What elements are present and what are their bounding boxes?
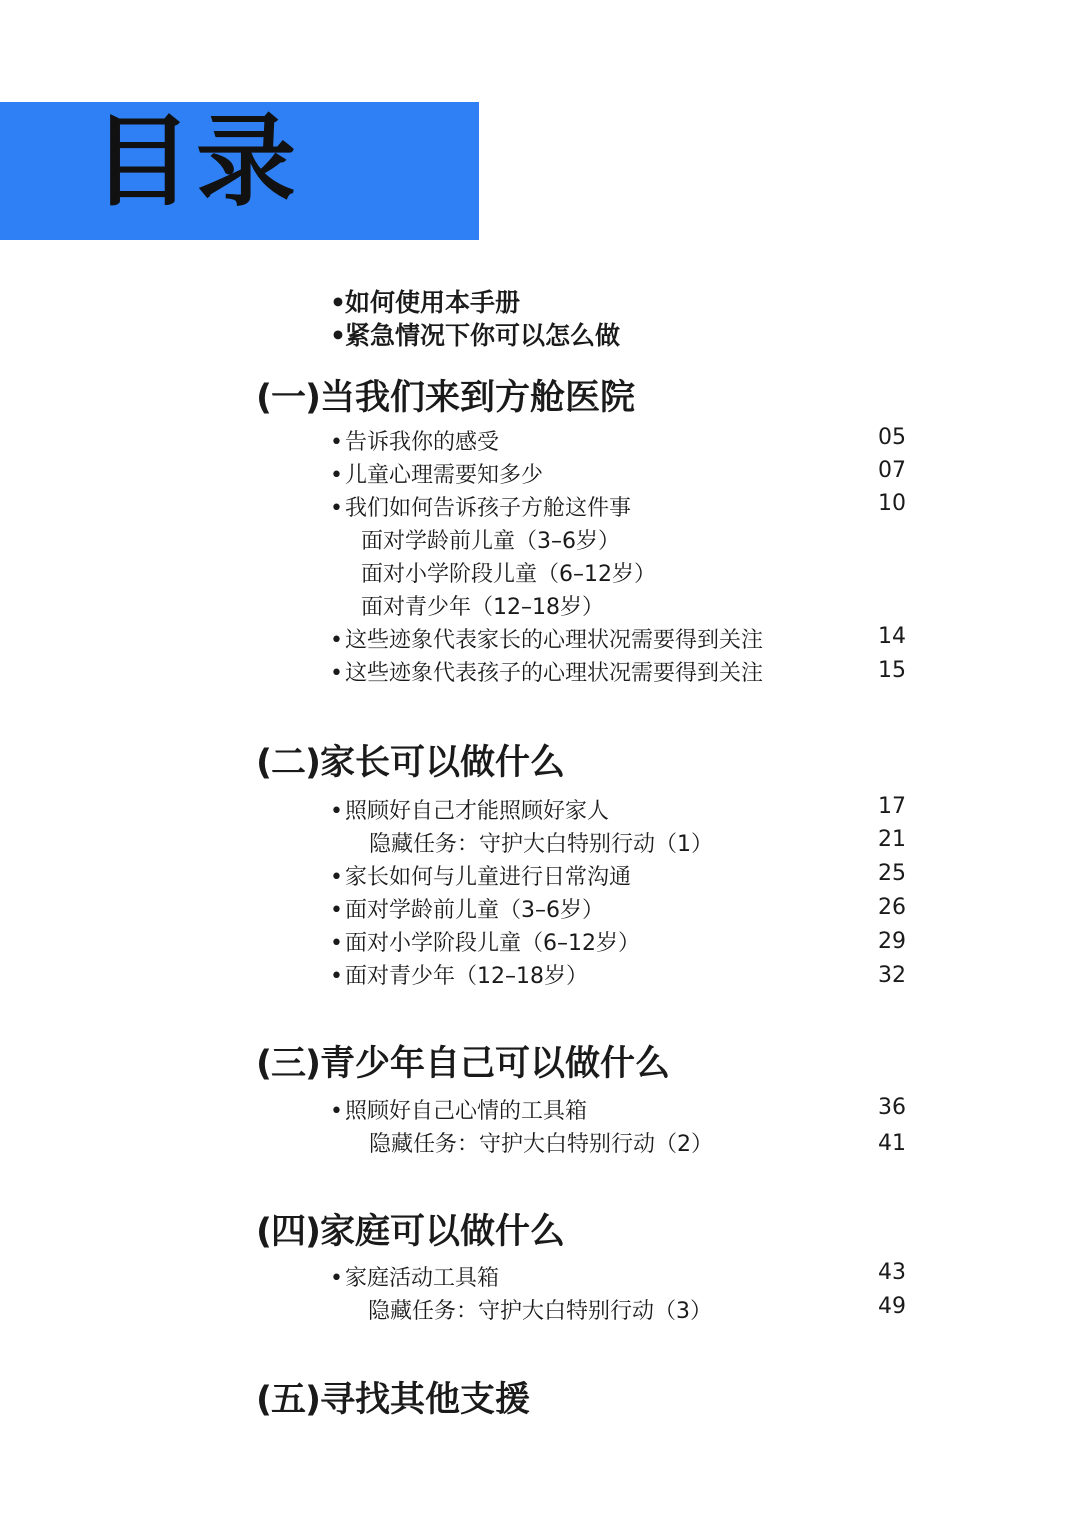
page-number: 49 — [878, 1294, 906, 1319]
page-number: 21 — [878, 827, 906, 852]
page-number: 25 — [878, 861, 906, 886]
section-number: (三) — [256, 1044, 320, 1084]
bullet: • — [330, 288, 346, 317]
toc-item-label: 照顾好自己才能照顾好家人 — [345, 799, 610, 824]
bullet: • — [330, 865, 343, 890]
bullet: • — [330, 931, 343, 956]
toc-item-label: 告诉我你的感受 — [345, 430, 500, 455]
toc-subitem[interactable] — [368, 1294, 712, 1325]
bullet: • — [330, 661, 343, 686]
page-number: 14 — [878, 624, 906, 649]
bullet: • — [330, 1266, 343, 1291]
bullet: • — [330, 463, 343, 488]
page-number: 29 — [878, 929, 906, 954]
page-number: 41 — [878, 1131, 906, 1156]
toc-item[interactable] — [330, 893, 604, 924]
section-number: (五) — [256, 1380, 320, 1420]
section-heading-5[interactable] — [256, 1372, 530, 1422]
section-number: (四) — [256, 1212, 320, 1252]
toc-item[interactable] — [330, 623, 763, 654]
toc-item[interactable] — [330, 926, 640, 957]
section-title: 当我们来到方舱医院 — [320, 378, 636, 418]
bullet: • — [330, 430, 343, 455]
toc-item-label: 隐藏任务：守护大白特别行动（3） — [368, 1299, 712, 1324]
section-heading-4[interactable] — [256, 1204, 565, 1254]
page-number: 43 — [878, 1260, 906, 1285]
toc-item-label: 面对青少年（12–18岁） — [345, 964, 588, 989]
toc-item-label: 这些迹象代表孩子的心理状况需要得到关注 — [345, 661, 764, 686]
toc-item-label: 儿童心理需要知多少 — [345, 463, 544, 488]
page-number: 26 — [878, 895, 906, 920]
page-number: 36 — [878, 1095, 906, 1120]
section-number: (二) — [256, 743, 320, 783]
toc-subitem[interactable] — [361, 524, 620, 555]
section-title: 家庭可以做什么 — [320, 1212, 566, 1252]
toc-item[interactable] — [330, 458, 543, 489]
section-title: 青少年自己可以做什么 — [320, 1044, 671, 1084]
page-number: 05 — [878, 425, 906, 450]
toc-item-label: 面对学龄前儿童（3–6岁） — [345, 898, 604, 923]
toc-item-label: 面对小学阶段儿童（6–12岁） — [345, 931, 640, 956]
page-number: 17 — [878, 794, 906, 819]
toc-subitem[interactable] — [361, 590, 604, 621]
toc-item-label: 照顾好自己心情的工具箱 — [345, 1099, 588, 1124]
toc-subitem[interactable] — [369, 827, 713, 858]
page-number: 32 — [878, 963, 906, 988]
toc-item[interactable] — [330, 1094, 587, 1125]
toc-subitem[interactable] — [361, 557, 656, 588]
toc-item[interactable] — [330, 959, 588, 990]
bullet: • — [330, 496, 343, 521]
toc-item-how-to-use[interactable] — [330, 283, 520, 319]
toc-item-label: 隐藏任务：守护大白特别行动（1） — [369, 832, 713, 857]
page-number: 10 — [878, 491, 906, 516]
toc-item-label: 紧急情况下你可以怎么做 — [345, 321, 621, 350]
toc-item-label: 隐藏任务：守护大白特别行动（2） — [369, 1132, 713, 1157]
toc-item-label: 如何使用本手册 — [345, 288, 521, 317]
bullet: • — [330, 628, 343, 653]
toc-item-label: 这些迹象代表家长的心理状况需要得到关注 — [345, 628, 764, 653]
toc-item[interactable] — [330, 1261, 499, 1292]
bullet: • — [330, 1099, 343, 1124]
toc-item-label: 面对小学阶段儿童（6–12岁） — [361, 562, 656, 587]
bullet: • — [330, 321, 346, 350]
toc-item-emergency[interactable] — [330, 316, 620, 352]
section-heading-3[interactable] — [256, 1036, 670, 1086]
section-heading-2[interactable] — [256, 735, 565, 785]
toc-item-label: 我们如何告诉孩子方舱这件事 — [345, 496, 632, 521]
toc-item[interactable] — [330, 656, 763, 687]
toc-item-label: 面对学龄前儿童（3–6岁） — [361, 529, 620, 554]
page-number: 15 — [878, 658, 906, 683]
toc-item-label: 家长如何与儿童进行日常沟通 — [345, 865, 632, 890]
page-number: 07 — [878, 458, 906, 483]
toc-item[interactable] — [330, 794, 609, 825]
section-title: 寻找其他支援 — [320, 1380, 531, 1420]
toc-subitem[interactable] — [369, 1127, 713, 1158]
page-title: 目录 — [92, 103, 300, 220]
section-number: (一) — [256, 378, 320, 418]
toc-item[interactable] — [330, 425, 499, 456]
toc-item[interactable] — [330, 491, 631, 522]
toc-item[interactable] — [330, 860, 631, 891]
bullet: • — [330, 799, 343, 824]
section-title: 家长可以做什么 — [320, 743, 566, 783]
section-heading-1[interactable] — [256, 370, 635, 420]
bullet: • — [330, 964, 343, 989]
bullet: • — [330, 898, 343, 923]
toc-item-label: 家庭活动工具箱 — [345, 1266, 500, 1291]
toc-item-label: 面对青少年（12–18岁） — [361, 595, 604, 620]
